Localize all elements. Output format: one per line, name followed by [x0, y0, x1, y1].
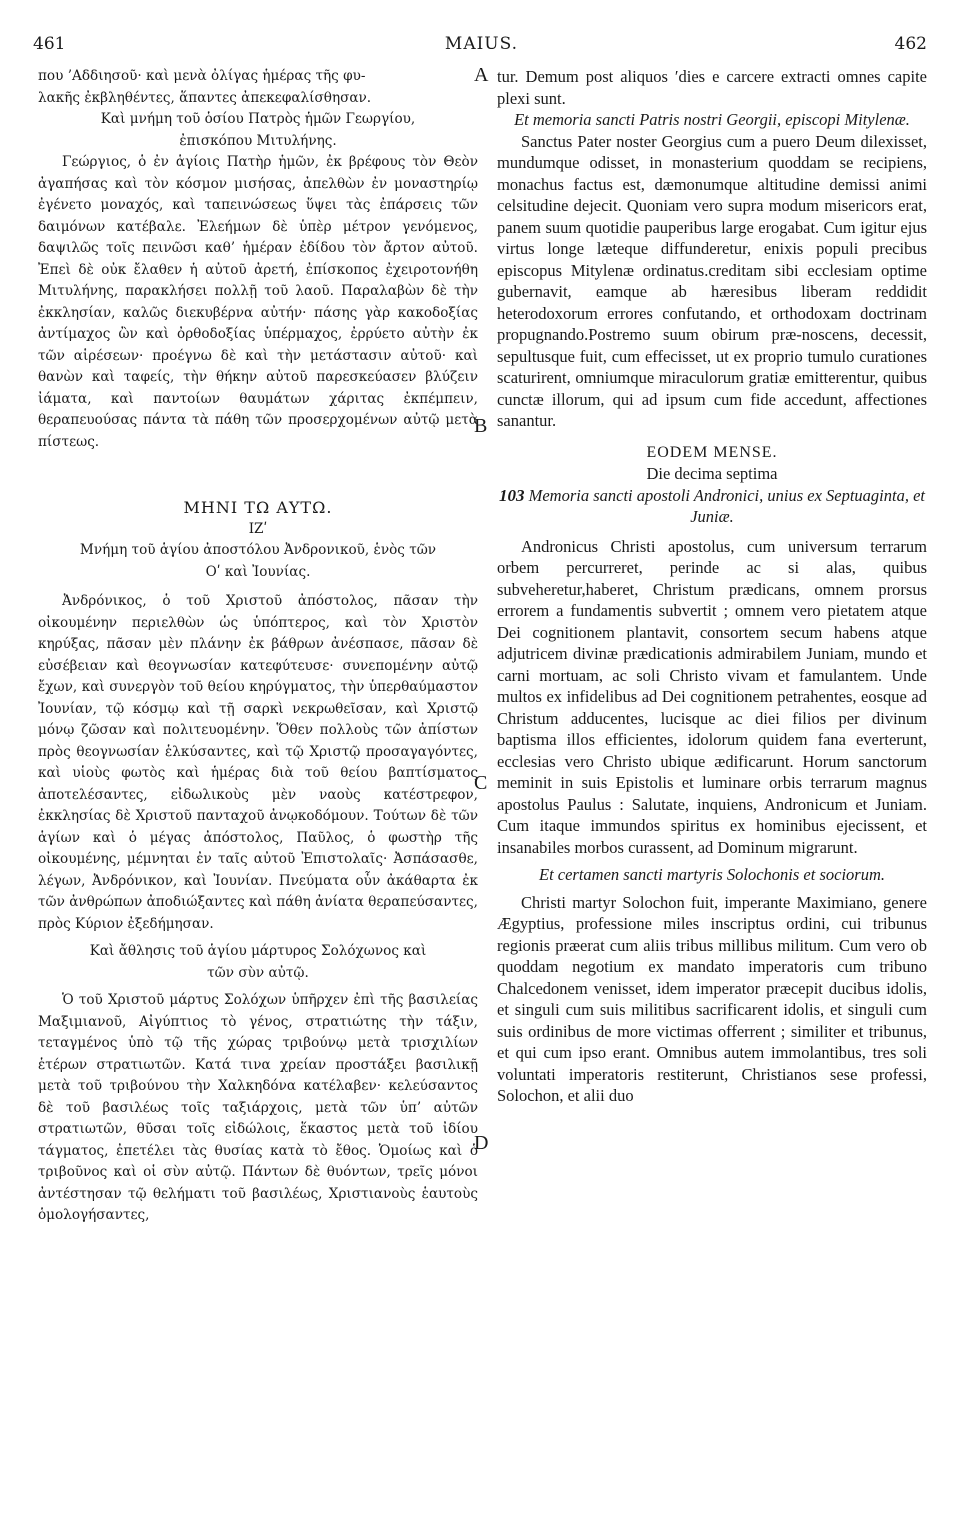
greek-paragraph-solochon: Ὁ τοῦ Χριστοῦ μάρτυς Σολόχων ὑπῆρχεν ἐπὶ τῆς βασιλείας Μαξιμιανοῦ, Αἰγύπτιος τὸ γένος, στρατιώτης τὴν τάξιν, τεταγμένος ὑπὸ τῷ τῆς χώρας τριβούνῳ μετὰ τρισχιλίων ἑτέρων στρατιωτῶν. Κατά τινα χρείαν προστάξει βασιλικῇ μετὰ τοῦ τριβούνου τὴν Χαλκηδόνα κατέλαβεν· κελεύσαντος δὲ τοῦ βασιλέως τοῖς ταξιάρχοις, μετὰ τῶν ὑπ’ αὐτῶν στρατιωτῶν, θῦσαι τοῖς εἰδώλοις, ἕκαστος μετὰ τοῦ ἰδίου τάγματος, ἐπετέλει τὰς θυσίας κατὰ τὸ ἔθος. Ὁμοίως καὶ ὁ τριβοῦνος καὶ οἱ σὺν αὐτῷ. Πάντων δὲ θυόντων, τρεῖς μόνοι ἀντέστησαν τῷ θελήματι τοῦ βασιλέως, Χριστιανοὺς ἑαυτοὺς ὁμολογήσαντες, — [38, 992, 478, 1223]
latin-memoria-georgius: Et memoria sancti Patris nostri Georgii, episcopi Mitylenæ. — [514, 110, 910, 129]
latin-memoria-andronicus-text: Memoria sancti apostoli Andronici, unius ex Septuaginta, et Juniæ. — [528, 485, 926, 526]
latin-day-heading: Die decima septima — [646, 464, 778, 483]
latin-paragraph-georgius: Sanctus Pater noster Georgius cum a puero Deum dilexisset, mundumque odisset, in monasterium quoddam se recipiens, monachus factus est, dæmonumque altitudine demissi animi celsitudine dejecit. Quoniam vero supra modum misericors erat, panem suum quotidie pauperibus large erogabat. Cum igitur ejus virtus longe læteque diffunderetur, enixis populi precibus episcopus Mitylenæ ordinatus.creditam sibi ecclesiam optime gubernavit, eamque ab hæresibus liberam reddidit heterodoxorum errores confutando, et orthodoxam doctrinam propugnando.Postremo suum obirum præ-noscens, decessit, sepultusque fuit, cum effecisset, ut ex proprio tumulo curationes scaturirent, omniumque miraculorum gratiæ emitterentur, quibus cunctæ illorum, qui ad ipsum cum fide accedunt, affectiones sanantur. — [497, 131, 927, 430]
greek-column — [38, 66, 478, 1227]
latin-memoria-solochon: Et certamen sancti martyris Solochonis et sociorum. — [538, 865, 885, 884]
greek-day-heading: ΙΖʹ — [248, 520, 268, 537]
greek-month-heading: ΜΗΝΙ ΤΩ ΑΥΤΩ. — [183, 498, 333, 517]
running-title: MAIUS. — [444, 34, 519, 54]
margin-marker-c: C — [474, 772, 488, 794]
latin-column — [497, 66, 927, 1107]
greek-memoria-andronicus: Μνήμη τοῦ ἁγίου ἀποστόλου Ἀνδρονικοῦ, ἑνὸς τῶν Οʹ καὶ Ἰουνίας. — [79, 542, 437, 580]
latin-paragraph-solochon: Christi martyr Solochon fuit, imperante Maximiano, genere Ægyptius, professione miles inscriptus ordini, cui tribunus regionis præerat cum aliis tribus millibus militum. Cum vero ob quoddam negotium ex mandato imperatoris cum tribuno Chalcedonem venisset, idem imperator præcepit ducibus idolis, et singuli cum suis militibus sacrificarent idolis, et singuli cum suis ordinibus de more victimas offerrent ; similiter et tribunus, et qui cum ipso erant. Omnibus autem immolantibus, tres soli voluntati imperatoris restiterunt, Christianos sese professi, Solochon, et alii duo — [497, 892, 927, 1105]
latin-paragraph-1: tur. Demum post aliquos ʹdies e carcere extracti omnes capite plexi sunt. — [497, 67, 927, 108]
section-number: 103 — [498, 485, 525, 505]
latin-month-heading: EODEM MENSE. — [646, 443, 778, 461]
page-number-left: 461 — [33, 34, 66, 54]
latin-memoria-andronicus — [497, 485, 927, 528]
greek-paragraph-andronicus: Ἀνδρόνικος, ὁ τοῦ Χριστοῦ ἀπόστολος, πᾶσαν τὴν οἰκουμένην περιελθὼν ὡς ὑπόπτερος, καὶ τὸν Χριστὸν κηρύξας, πᾶσαν μὲν πλάνην ἐκ βάθρων ἀνέσπασε, πᾶσαν δὲ εὐσέβειαν καὶ θεογνωσίαν κατεφύτευσε· συνεπομένην αὐτῷ ἔχων, καὶ συνεργὸν τοῦ θείου κηρύγματος, τὴν ὑπερθαύμαστον Ἰουνίαν, τῷ κόσμῳ καὶ τῇ σαρκὶ νεκρωθεῖσαν, καὶ Χριστῷ μόνῳ ζῶσαν καὶ πολιτευομένην. Ὅθεν πολλοὺς τῶν ἀπίστων πρὸς θεογνωσίαν ἑλκύσαντες, καὶ τῷ Χριστῷ προσαγαγόντες, καὶ υἱοὺς φωτὸς καὶ ἡμέρας διὰ τοῦ θείου βαπτίσματος ἀποτελέσαντες, εἰδωλικοὺς μὲν ναοὺς κατέστρεφον, ἐκκλησίας δὲ Χριστοῦ πανταχοῦ ἀνῳκοδόμουν. Τούτων δὲ τῶν ἁγίων καὶ ὁ μέγας ἀπόστολος, Παῦλος, ὁ φωστὴρ τῆς οἰκουμένης, μέμνηται ἐν ταῖς αὐτοῦ Ἐπιστολαῖς· Ἀσπάσασθε, λέγων, Ἀνδρόνικον, καὶ Ἰουνίαν. Πνεύματα οὖν ἀκάθαρτα ἐκ τῶν ἀνθρώπων ἀποδιώξαντες καὶ πάθη ἀνίατα θεραπεύσαντες, πρὸς Κύριον ἐξεδήμησαν. — [38, 593, 478, 932]
margin-marker-d: D — [474, 1132, 489, 1154]
greek-memoria-georgius: Καὶ μνήμη τοῦ ὁσίου Πατρὸς ἡμῶν Γεωργίου, ἐπισκόπου Μιτυλήνης. — [100, 111, 416, 149]
greek-paragraph-1: που ’Αδδιησοῦ· καὶ μενὰ ὀλίγας ἡμέρας τῆς φυ- λακῆς ἐκβληθέντες, ἅπαντες ἀπεκεφαλίσθησαν. — [38, 68, 372, 106]
margin-marker-a: A — [474, 64, 489, 86]
page-number-right: 462 — [894, 34, 927, 54]
greek-memoria-solochon: Καὶ ἄθλησις τοῦ ἁγίου μάρτυρος Σολόχωνος καὶ τῶν σὺν αὐτῷ. — [89, 943, 427, 981]
latin-paragraph-andronicus: Andronicus Christi apostolus, cum universum terrarum orbem percurreret, perinde ac si alas, quibus subveheretur,haberet, Christum prædicans, omnem prorsus errorem a fundamentis subvertit ; omnem vero pietatem atque Dei cognitionem plantavit, consortem secum habens atque adjutricem divinæ prædicationis admirabilem Juniam, mundo et carni mortuam, ac soli Christo vivam et famulantem. Unde multos ex infidelibus ad Dei cognitionem petrahentes, eosque ad Christum adducentes, lucisque ac diei filios per divinum baptisma illos efficientes, idolorum quidem fana everterunt, ecclesias vero Christo ubique ædificarunt. Horum sanctorum meminit in suis Epistolis et luminare orbis terrarum magnus apostolus Paulus : Salutate, inquiens, Andronicum et Juniam. Cum itaque immundos spiritus ex hominibus ejecissent, et insanabiles morbos curassent, ad Dominum migrarunt. — [497, 536, 927, 857]
greek-paragraph-georgius: Γεώργιος, ὁ ἐν ἁγίοις Πατὴρ ἡμῶν, ἐκ βρέφους τὸν Θεὸν ἀγαπήσας καὶ τὸν κόσμον μισήσας, ἀπελθὼν ἐν μοναστηρίῳ ἐγένετο μοναχός, καὶ ταπεινώσεως ὕψει τὰς ἐπάρσεις τῶν δαιμόνων κατέβαλε. Ἐλεήμων δὲ ὑπὲρ μέτρον γενόμενος, δαψιλῶς τοῖς πεινῶσι καθ’ ἡμέραν ἐδίδου τὸν ἄρτον αὐτοῦ. Ἐπεὶ δὲ οὐκ ἔλαθεν ἡ αὐτοῦ ἀρετή, ἐπίσκοπος ἐχειροτονήθη Μιτυλήνης, παρακλήσει πολλῇ τοῦ λαοῦ. Παραλαβὼν δὲ τὴν ἐκκλησίαν, καλῶς διεκυβέρνα αὐτήν· πάσης γὰρ κακοδοξίας ἀντίμαχος ὢν καὶ ὀρθοδοξίας ὑπέρμαχος, ἐρρύετο αὐτὴν ἐκ τῶν αἱρέσεων· προέγνω δὲ καὶ τὴν μετάστασιν αὐτοῦ· καὶ θανὼν καὶ ταφείς, τὴν θήκην αὐτοῦ παρεσκεύασεν βλύζειν ἰάματα, καὶ παντοίων θαυμάτων χάριτας ἐκπέμπειν, θεραπευούσας πάντα τὰ πάθη τῶν προσερχομένων αὐτῷ μετὰ πίστεως. — [38, 154, 478, 450]
margin-marker-b: B — [474, 415, 488, 437]
